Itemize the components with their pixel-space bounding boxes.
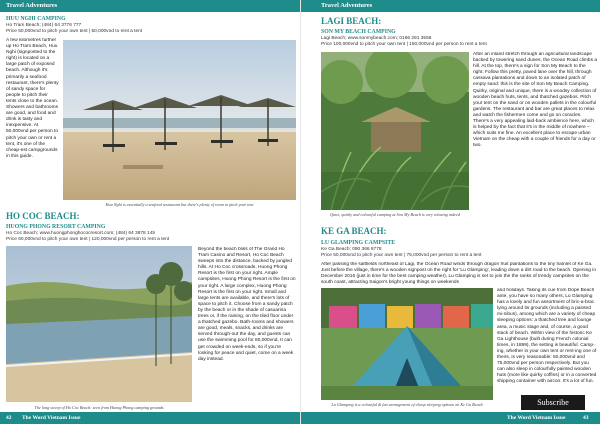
right-page-header	[301, 0, 600, 12]
left-footer-magazine: The Word Vietnam Issue	[22, 415, 81, 421]
lu-glamping-info-1: Ke Ga Beach; 090 366 6778	[321, 247, 382, 252]
lu-glamping-body: and holidays. Taking its cue from Dope Beach ante, you have so many others, Lu Glamping has a lovely and fun assortment of bric-a-brac lying around its grounds (including a painted mi-nibus), among which are a variety of cheap sleeping options: a thatched tree and lounge area, a music stage and, of course, a good stack of beach. Within view of the historic Ke Ga Lighthouse (built during French colonial times, in 1899), the setting is beautiful. Camp-ing, whether in your own tent or rent-ing one of theirs, is very reasonable: 50,000vnd and 75,000vnd per person respectively. But you can also sleep in colourfully painted wooden huts (more like quirky coffins) or in a converted shipping container with aircon. It's a lot of fun.	[497, 288, 597, 385]
huong-phong-info-1: Ho Coc Beach; www.huongphonghococresort.com; (484) 64 3878 145	[6, 231, 156, 236]
right-footer-page-number: 43	[583, 415, 589, 421]
left-page-header	[0, 0, 300, 12]
lagi-heading: LAGI BEACH:	[321, 16, 382, 26]
left-footer-page-number: 42	[6, 415, 12, 421]
right-footer-magazine: The Word Vietnam Issue	[507, 415, 566, 421]
right-page	[300, 0, 600, 424]
left-page-footer	[0, 412, 300, 424]
son-my-caption: Quiet, quirky and colourful camping at Son My Beach is very relaxing indeed	[330, 212, 460, 217]
son-my-info-1: Lagi Beach; www.sonmybeach.com; 0166 291 3558	[321, 36, 432, 41]
huong-phong-body: Beyond the beach bliss of The Grand Ho Tram Casino and Resort, Ho Coc Beach sweeps into the distance, backed by jungled hills. At Ho Coc crossroads, Huong Phong Resort is the first on your right. Ample campsites, Huong Phong Resort is the first on your right. A large complex, Huong Phong Resort is the first on your right. Small and large tents are available, and there's lots of space to pitch it. Choose from a sandy patch by the beach or in the shade of casuarina trees or, if the raining, on the tiled floor under a thatched gazebo. Bath-rooms and showers are good, meals, snacks, and drinks are served through-out the day, and guests can use the swimming pool for 80,000vnd. It can get crowded on week-ends, so if you're looking for peace and quiet, come on a week day instead.	[198, 247, 296, 362]
son-my-info-2: Price 100,000vnd to pitch your own tent | 150,000vnd per person to rent a tent	[321, 42, 487, 47]
ho-coc-photo	[6, 246, 192, 402]
left-header-title: Travel Adventures	[6, 2, 58, 9]
ho-coc-caption: The long sweep of Ho Coc Beach: seen from Huong Phong camping grounds	[34, 405, 164, 410]
huu-nghi-photo	[63, 40, 296, 200]
right-header-title: Travel Adventures	[321, 2, 373, 9]
lu-glamping-title: LU GLAMPING CAMPSITE	[321, 240, 396, 246]
son-my-photo	[321, 52, 469, 210]
huu-nghi-info-2: Price 50,000vnd to pitch your own tent | 50,000vnd to rent a tent	[6, 29, 143, 34]
huong-phong-title: HUONG PHONG RESORT CAMPING	[6, 224, 106, 230]
lu-glamping-body-intro: After passing the saltfields northeast of Lagi, the Ocean Road winds through dragon fruit plantations to the tiny hamlet of Ke Ga. Just before the village, there's a wooden signpost on the right for 'Lu Glamping', leading down a dirt road to the beach. Opening in December 2016 (just in time for the best camping weather), Lu Glamping is set to join the the ranks of trendy campsites on the south coast, attracting Saigon's bright young things on weekends	[321, 262, 597, 286]
huu-nghi-caption: Huu Nghi is essentially a seafood restaurant but there's plenty of room to pitch your tent	[105, 202, 254, 207]
ke-ga-heading: KE GA BEACH:	[321, 226, 387, 236]
lu-glamping-info-2: Price 50,000vnd to pitch your own tent | 75,000vnd per person to rent a tent	[321, 253, 482, 258]
huu-nghi-body: A few kilometres further up Ho Tram Beach, Huu Nghi (signposted to the right) is located on a large patch of exposed beach. Although it's primarily a seafood restaurant, there's plenty of sandy space for people to pitch their tents close to the ocean. Showers and bathrooms are good, and food and drink is tasty and inexpensive. At 50,000vnd per person to pitch your own or rent a tent, it's one of the cheap-est campgrounds in this guide.	[6, 38, 59, 159]
huu-nghi-info-1: Ho Tram Beach; (484) 64 3776 777	[6, 23, 82, 28]
son-my-body: After an inland stretch through an agricultural landscape backed by towering sand dunes, the Ocean Road climbs a hill. At the top, there's a sign for Son My Beach to the right. Follow this pretty, paved lane over the hill, through cassava plantations and down to an isolated patch of empty sand: this is the site of Son My Beach Camping. Quirky, original and unique, there is a woodsy collection of wooden beach huts, tents, and thatched gazebos. Pitch your tent on the sand or on wooden pallets in the colourful gardens. The restaurant and bar are great places to relax and watch the fishermen come and go on coracles. There's a very appealing laid-back ambience here, which is helped by the fact that it's in the middle of nowhere – which suits me fine. An excellent place to escape urban Vietnam on the cheap with a couple of friends for a day or two.	[473, 52, 597, 149]
lu-glamping-caption: Lu Glamping is a colourful & fun arrangement of cheap sleeping options on Ke Ga Beach	[331, 402, 483, 407]
lu-glamping-photo	[321, 288, 493, 400]
right-page-footer	[301, 412, 600, 424]
ho-coc-heading: HO COC BEACH:	[6, 211, 80, 221]
subscribe-badge[interactable]: Subscribe	[521, 395, 585, 410]
huu-nghi-title: HUU NGHI CAMPING	[6, 16, 66, 22]
huong-phong-info-2: Price 60,000vnd to pitch your own tent | 120,000vnd per person to rent a tent	[6, 237, 170, 242]
son-my-title: SON MY BEACH CAMPING	[321, 29, 396, 35]
